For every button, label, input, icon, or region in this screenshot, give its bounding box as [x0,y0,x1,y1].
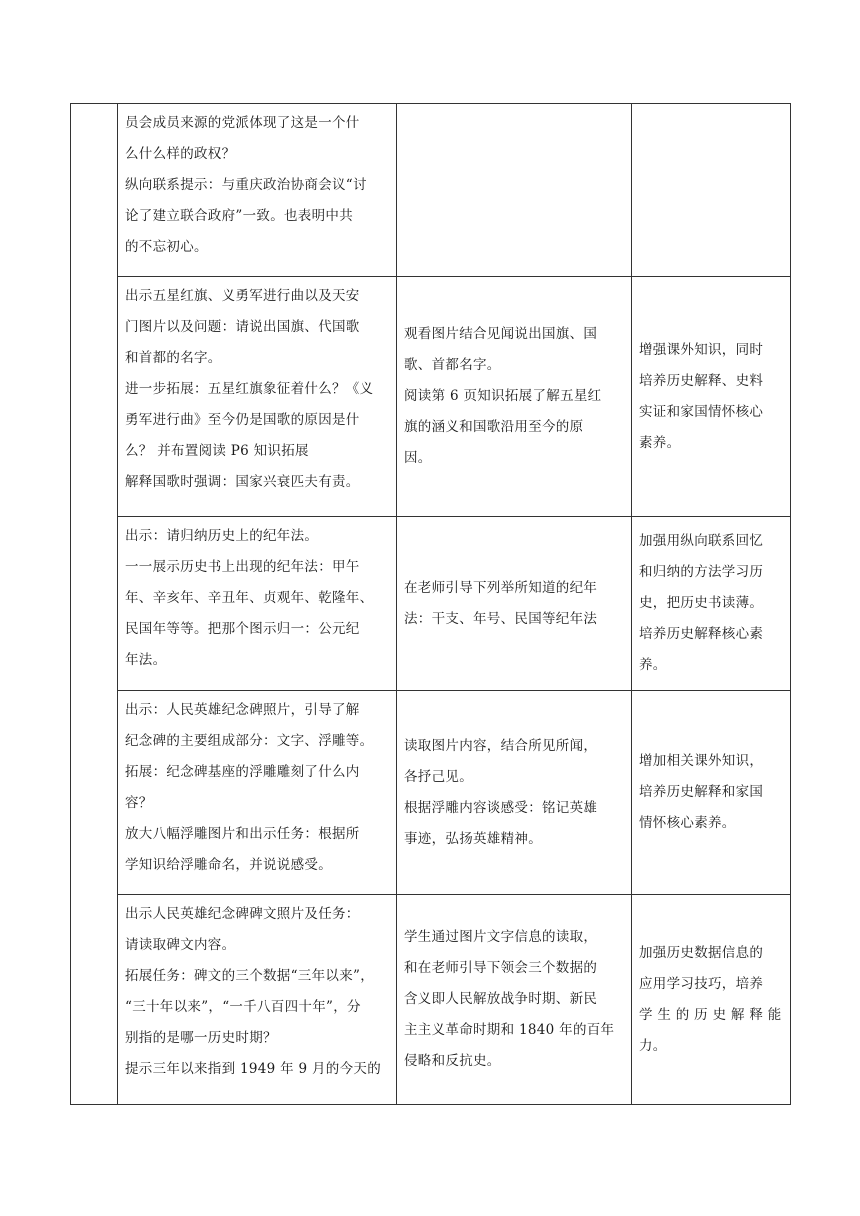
text-line: 请读取碑文内容。 [125,937,236,953]
text-line: 素养。 [639,434,681,451]
table-row [71,104,791,277]
lesson-plan-table [70,103,791,1105]
text-line: 法：干支、年号、民国等纪年法 [404,610,598,627]
text-line: 增加相关课外知识， [639,753,764,769]
text-line: 别指的是哪一历史时期？ [125,1030,277,1046]
text-line: 民国年等等。把那个图示归一：公元纪 [125,621,360,637]
text-line: 纪念碑的主要组成部分：文字、浮雕等。 [125,733,374,749]
text-line: 年法。 [125,652,167,668]
text-line: 歌、首都名字。 [404,357,501,373]
text-line: 观看图片结合见闻说出国旗、国 [404,326,598,342]
text-line: 和归纳的方法学习历 [639,564,764,580]
text-line: 学 生 的 历 史 解 释 能 [639,1006,782,1023]
text-line: 出示人民英雄纪念碑碑文照片及任务： [125,906,360,922]
text-line: 的不忘初心。 [125,239,208,255]
text-line: 史，把历史书读薄。 [639,595,764,611]
text-line: 主主义革命时期和 1840 年的百年 [404,1022,615,1038]
design-intent-cell [632,517,791,691]
student-activity-cell [397,895,632,1105]
table-row [71,277,791,517]
text-line: 侵略和反抗史。 [404,1053,501,1069]
text-line: 阅读第 6 页知识拓展了解五星红 [404,388,602,404]
student-activity-cell [397,277,632,517]
text-line: 加强用纵向联系回忆 [639,533,764,549]
table-row [71,517,791,691]
teacher-activity-cell [118,104,397,277]
text-line: 培养历史解释和家国 [639,784,764,800]
text-line: 读取图片内容，结合所见所闻， [404,737,598,754]
text-line: 纵向联系提示：与重庆政治协商会议“讨 [125,177,367,193]
student-activity-cell [397,691,632,895]
text-line: 一一展示历史书上出现的纪年法：甲午 [125,559,360,575]
teacher-activity-cell [118,277,397,517]
teacher-activity-cell [118,895,397,1105]
text-line: 容？ [125,795,153,811]
text-line: 解释国歌时强调：国家兴衰匹夫有责。 [125,474,360,490]
text-line: 实证和家国情怀核心 [639,403,764,420]
text-line: 根据浮雕内容谈感受：铭记英雄 [404,799,598,816]
design-intent-cell [632,104,791,277]
design-intent-cell [632,277,791,517]
text-line: 出示五星红旗、义勇军进行曲以及天安 [125,288,360,304]
text-line: 进一步拓展：五星红旗象征着什么？《义 [125,381,374,397]
text-line: 培养历史解释核心素 [639,626,764,642]
table-row [71,691,791,895]
text-line: 出示：请归纳历史上的纪年法。 [125,528,319,544]
text-line: 增强课外知识，同时 [639,341,764,358]
teacher-activity-cell [118,517,397,691]
table-row [71,895,791,1105]
text-line: 事迹，弘扬英雄精神。 [404,830,542,847]
text-line: 么？ 并布置阅读 P6 知识拓展 [125,443,309,459]
student-activity-cell [397,104,632,277]
teacher-activity-cell [118,691,397,895]
text-line: 勇军进行曲》至今仍是国歌的原因是什 [125,412,360,428]
student-activity-cell [397,517,632,691]
text-line: 拓展任务：碑文的三个数据“三年以来”， [125,968,375,984]
design-intent-cell [632,895,791,1105]
text-line: 提示三年以来指到 1949 年 9 月的今天的 [125,1061,382,1077]
text-line: 各抒己见。 [404,768,473,785]
text-line: 和在老师引导下领会三个数据的 [404,960,598,976]
text-line: 放大八幅浮雕图片和出示任务：根据所 [125,826,360,842]
section-label-cell [71,104,118,1105]
text-line: 论了建立联合政府”一致。也表明中共 [125,208,354,224]
text-line: 拓展：纪念碑基座的浮雕雕刻了什么内 [125,764,360,780]
text-line: 门图片以及问题：请说出国旗、代国歌 [125,319,360,335]
text-line: 因。 [404,450,432,466]
design-intent-cell [632,691,791,895]
text-line: 应用学习技巧，培养 [639,975,764,992]
text-line: 出示：人民英雄纪念碑照片，引导了解 [125,702,360,718]
text-line: 么什么样的政权？ [125,146,236,162]
text-line: 含义即人民解放战争时期、新民 [404,991,598,1007]
text-line: 养。 [639,657,667,673]
text-line: 员会成员来源的党派体现了这是一个什 [125,115,360,131]
text-line: 加强历史数据信息的 [639,944,764,961]
text-line: 情怀核心素养。 [639,815,736,831]
text-line: 在老师引导下列举所知道的纪年 [404,579,598,596]
text-line: 学生通过图片文字信息的读取， [404,929,598,945]
text-line: “三十年以来”，“一千八百四十年”，分 [125,999,361,1015]
text-line: 年、辛亥年、辛丑年、贞观年、乾隆年、 [125,590,374,606]
text-line: 旗的涵义和国歌沿用至今的原 [404,419,584,435]
text-line: 培养历史解释、史料 [639,372,764,389]
text-line: 学知识给浮雕命名，并说说感受。 [125,857,332,873]
text-line: 力。 [639,1037,667,1054]
text-line: 和首都的名字。 [125,350,222,366]
